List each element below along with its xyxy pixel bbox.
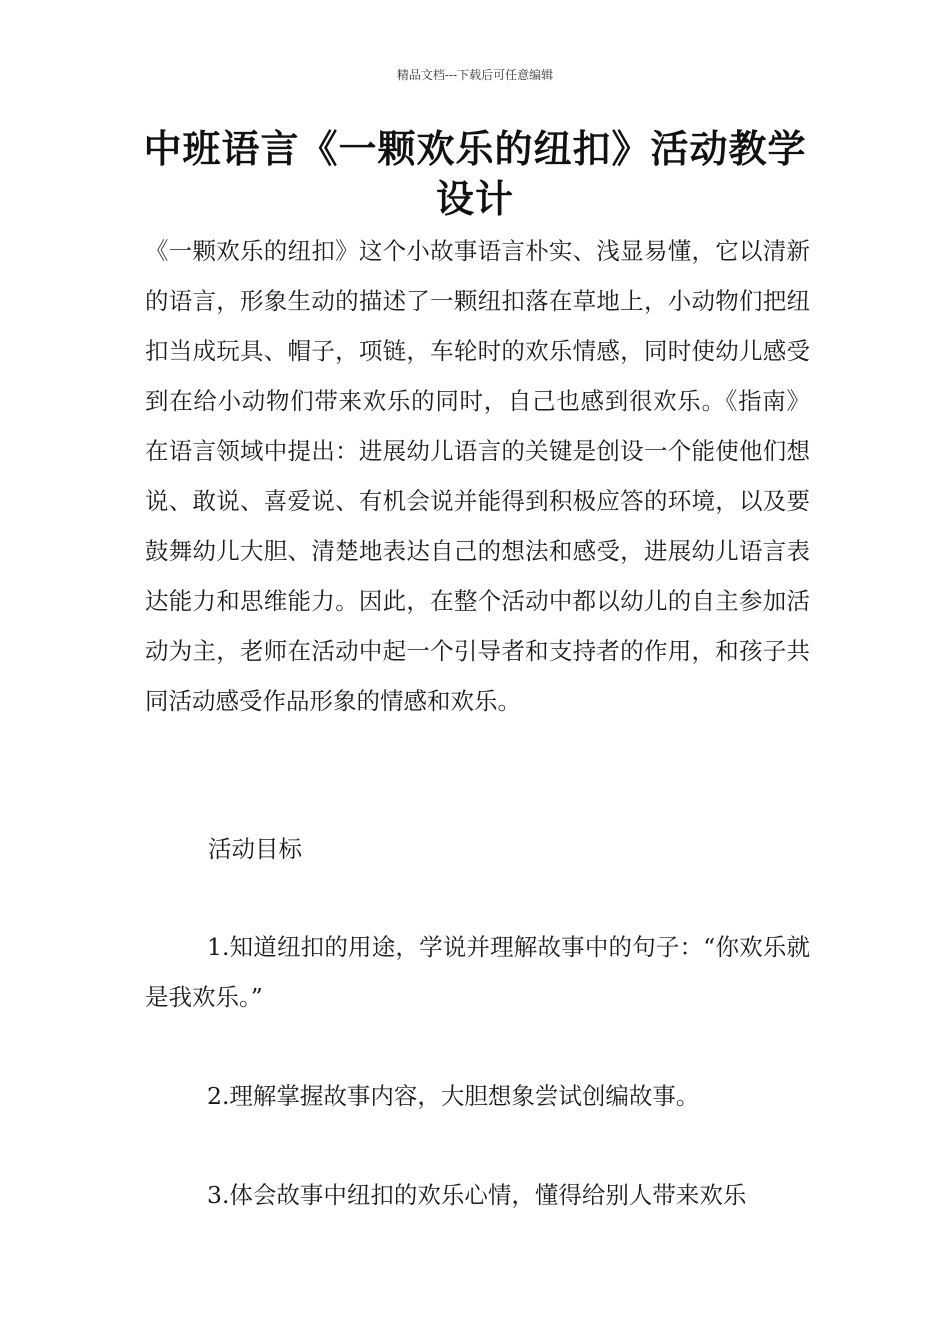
goal-item-3: 3.体会故事中纽扣的欢乐心情，懂得给别人带来欢乐 — [207, 1181, 747, 1209]
intro-paragraph: 《一颗欢乐的纽扣》这个小故事语言朴实、浅显易懂，它以清新的语言，形象生动的描述了一颗纽扣落在草地上，小动物们把纽扣当成玩具、帽子，项链，车轮时的欢乐情感，同时使幼儿感受到在给小动物们带来欢乐的同时，自己也感到很欢乐。《指南》在语言领域中提出：进展幼儿语言的关键是创设一个能使他们想说、敢说、喜爱说、有机会说并能得到积极应答的环境，以及要鼓舞幼儿大胆、清楚地表达自己的想法和感受，进展幼儿语言表达能力和思维能力。因此，在整个活动中都以幼儿的自主参加活动为主，老师在活动中起一个引导者和支持者的作用，和孩子共同活动感受作品形象的情感和欢乐。 — [145, 237, 810, 715]
page-header: 精品文档---下载后可任意编辑 — [396, 68, 554, 82]
goal-item-2: 2.理解掌握故事内容，大胆想象尝试创编故事。 — [207, 1082, 700, 1110]
document-title: 中班语言《一颗欢乐的纽扣》活动教学设计 — [143, 127, 807, 221]
section-heading-goals: 活动目标 — [208, 835, 302, 863]
goal-item-1: 1.知道纽扣的用途，学说并理解故事中的句子：“你欢乐就是我欢乐。” — [145, 933, 810, 1011]
